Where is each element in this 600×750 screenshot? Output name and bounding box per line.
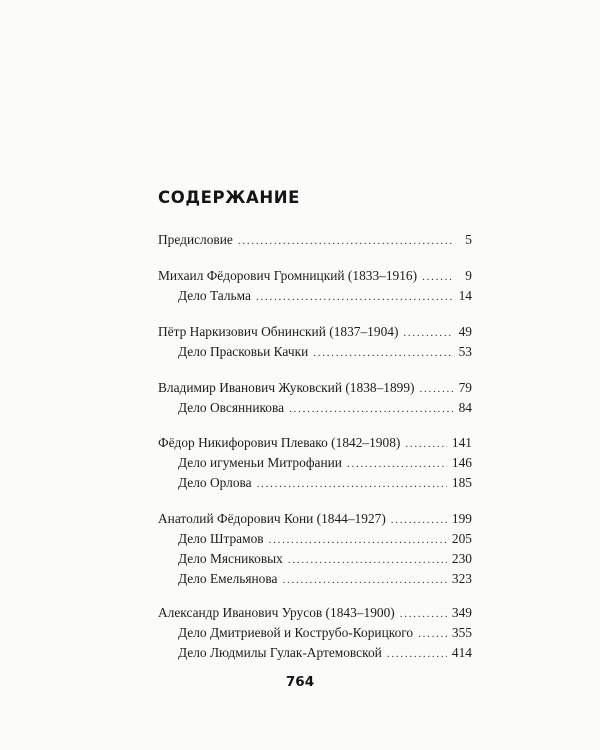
toc-subentry	[178, 286, 472, 306]
dot-leader	[289, 399, 453, 419]
toc-entry-title: Дело Прасковьи Качки	[178, 344, 309, 359]
toc-subentry	[178, 342, 472, 362]
dot-leader	[420, 379, 453, 399]
toc-subentry	[178, 569, 472, 589]
toc-entry-page: 5	[465, 232, 472, 247]
toc-entry-title: Владимир Иванович Жуковский (1838–1899)	[158, 380, 415, 395]
dot-leader	[269, 530, 447, 550]
toc-entry-urusov	[158, 603, 472, 623]
dot-leader	[347, 454, 447, 474]
toc-entry-page: 53	[458, 344, 472, 359]
toc-entry-koni	[158, 509, 472, 529]
toc-heading: СОДЕРЖАНИЕ	[158, 188, 301, 207]
toc-entry-page: 355	[451, 625, 472, 640]
toc-entry-title: Предисловие	[158, 232, 233, 247]
toc-entry-zhukovsky	[158, 378, 472, 398]
dot-leader	[391, 510, 447, 530]
toc-entry-page: 146	[451, 455, 472, 470]
toc-entry-page: 414	[451, 645, 472, 660]
toc-entry-title: Дело игуменьи Митрофании	[178, 455, 342, 470]
toc-entry-title: Дело Тальма	[178, 288, 251, 303]
dot-leader	[313, 343, 453, 363]
toc-entry-title: Александр Иванович Урусов (1843–1900)	[158, 605, 395, 620]
toc-entry-page: 199	[451, 511, 472, 526]
dot-leader	[288, 550, 447, 570]
toc-entry-page: 205	[451, 531, 472, 546]
toc-entry-page: 323	[451, 571, 472, 586]
toc-entry-page: 185	[451, 475, 472, 490]
toc-entry-title: Дело Людмилы Гулак-Артемовской	[178, 645, 382, 660]
dot-leader	[422, 267, 453, 287]
toc-subentry	[178, 643, 472, 663]
toc-entry-title: Дело Штрамов	[178, 531, 264, 546]
dot-leader	[282, 570, 446, 590]
toc-entry-title: Дело Орлова	[178, 475, 252, 490]
toc-entry-plevako	[158, 433, 472, 453]
toc-entry-preface	[158, 230, 472, 250]
toc-entry-title: Фёдор Никифорович Плевако (1842–1908)	[158, 435, 401, 450]
toc-entry-title: Пётр Наркизович Обнинский (1837–1904)	[158, 324, 399, 339]
dot-leader	[403, 323, 453, 343]
toc-entry-page: 84	[458, 400, 472, 415]
toc-entry-title: Дело Овсянникова	[178, 400, 285, 415]
toc-entry-page: 9	[465, 268, 472, 283]
toc-entry-obninsky	[158, 322, 472, 342]
dot-leader	[238, 231, 453, 251]
dot-leader	[400, 604, 447, 624]
toc-entry-page: 230	[451, 551, 472, 566]
dot-leader	[387, 644, 447, 664]
dot-leader	[418, 624, 447, 644]
toc-subentry	[178, 453, 472, 473]
toc-entry-title: Дело Дмитриевой и Кострубо-Корицкого	[178, 625, 414, 640]
dot-leader	[257, 474, 447, 494]
toc-entry-page: 141	[451, 435, 472, 450]
toc-entry-title: Дело Емельянова	[178, 571, 278, 586]
toc-entry-title: Михаил Фёдорович Громницкий (1833–1916)	[158, 268, 418, 283]
toc-entry-title: Анатолий Фёдорович Кони (1844–1927)	[158, 511, 386, 526]
toc-entry-page: 49	[458, 324, 472, 339]
toc-subentry	[178, 529, 472, 549]
toc-subentry	[178, 473, 472, 493]
toc-entry-page: 14	[458, 288, 472, 303]
toc-entry-title: Дело Мясниковых	[178, 551, 283, 566]
dot-leader	[256, 287, 453, 307]
toc-subentry	[178, 623, 472, 643]
toc-subentry	[178, 398, 472, 418]
toc-entry-gromnitsky	[158, 266, 472, 286]
page-number: 764	[285, 674, 315, 690]
dot-leader	[405, 434, 447, 454]
toc-entry-page: 79	[458, 380, 472, 395]
toc-subentry	[178, 549, 472, 569]
toc-entry-page: 349	[451, 605, 472, 620]
